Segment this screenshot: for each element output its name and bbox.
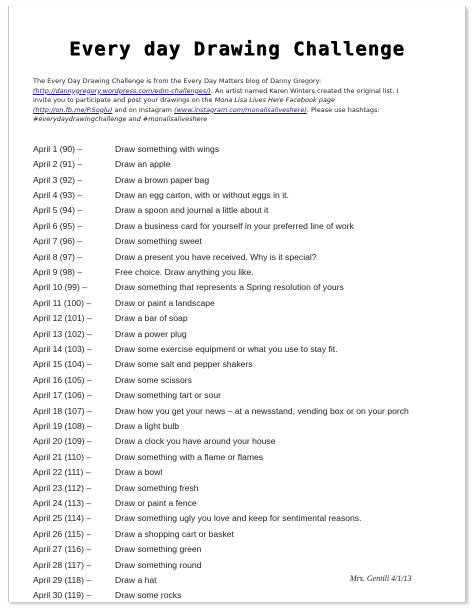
facebook-link[interactable]: (http://on.fb.me/P.Soglu) xyxy=(33,105,113,114)
list-item xyxy=(33,156,453,171)
item-date: April 11 (100) – xyxy=(33,297,92,308)
item-task: Draw a business card for yourself in your preferred line of work xyxy=(115,220,354,231)
item-task: Draw a spoon and journal a little about it xyxy=(115,205,269,216)
list-item xyxy=(33,326,453,341)
hashtags: #everydaydrawingchallenge and #monalisaliveshere xyxy=(33,115,208,123)
item-date: April 5 (94) – xyxy=(33,205,83,216)
list-item xyxy=(33,172,453,187)
page-title: Every day Drawing Challenge xyxy=(69,38,405,60)
item-task: Draw a clock you have around your house xyxy=(115,436,276,447)
list-item xyxy=(33,434,453,449)
list-item xyxy=(33,465,453,480)
intro-paragraph xyxy=(33,77,453,125)
item-task: Draw a present you have received. Why is it special? xyxy=(115,251,317,262)
item-date: April 1 (90) – xyxy=(33,143,83,154)
list-item xyxy=(33,542,453,557)
list-item xyxy=(33,203,453,218)
item-date: April 10 (99) – xyxy=(33,282,87,293)
item-date: April 3 (92) – xyxy=(33,174,83,185)
item-task: Draw something ugly you love and keep for sentimental reasons. xyxy=(115,513,362,524)
item-task: Draw a bowl xyxy=(115,467,163,478)
item-task: Draw an apple xyxy=(115,159,171,170)
list-item xyxy=(33,141,453,156)
intro-text-2: . An artist named Karen Winters created the original list. I xyxy=(210,86,399,95)
item-date: April 28 (117) – xyxy=(33,559,92,570)
item-task: Draw something with wings xyxy=(115,143,220,154)
list-item xyxy=(33,310,453,325)
item-date: April 26 (115) – xyxy=(33,528,92,539)
item-date: April 2 (91) – xyxy=(33,159,83,170)
item-task: Draw a brown paper bag xyxy=(115,174,210,185)
item-task: Free choice. Draw anything you like. xyxy=(115,266,254,277)
item-date: April 14 (103) – xyxy=(33,343,92,354)
item-task: Draw a shopping cart or basket xyxy=(115,528,234,539)
list-item xyxy=(33,249,453,264)
item-date: April 25 (114) – xyxy=(33,513,92,524)
item-date: April 23 (112) – xyxy=(33,482,92,493)
item-task: Draw something round xyxy=(115,559,202,570)
item-task: Draw something tart or sour xyxy=(115,390,222,401)
item-date: April 17 (106) – xyxy=(33,390,92,401)
blog-link[interactable]: (http://dannygregory.wordpress.com/edm-challenges/) xyxy=(33,86,211,95)
instagram-link[interactable]: (www.instagram.com/monalisaliveshere) xyxy=(174,105,307,114)
item-task: Draw something sweet xyxy=(115,236,202,247)
item-task: Draw a hat xyxy=(115,575,157,586)
list-item xyxy=(33,388,453,403)
list-item xyxy=(33,526,453,541)
list-item xyxy=(33,187,453,202)
item-task: Draw something with a flame or flames xyxy=(115,451,264,462)
item-task: Draw or paint a landscape xyxy=(115,297,215,308)
item-task: Draw a bar of soap xyxy=(115,313,188,324)
challenge-list xyxy=(33,141,453,603)
item-task: Draw a power plug xyxy=(115,328,187,339)
item-task: Draw some salt and pepper shakers xyxy=(115,359,253,370)
signature: Mrs. Gentili 4/1/13 xyxy=(350,574,412,583)
item-task: Draw an egg carton, with or without eggs in it. xyxy=(115,189,289,200)
item-date: April 12 (101) – xyxy=(33,313,92,324)
intro-text-3: invite you to participate and post your drawings on the xyxy=(33,96,215,104)
item-task: Draw something green xyxy=(115,544,202,555)
list-item xyxy=(33,372,453,387)
item-date: April 27 (116) – xyxy=(33,544,92,555)
item-date: April 29 (118) – xyxy=(33,575,92,586)
item-date: April 22 (111) – xyxy=(33,467,91,478)
list-item xyxy=(33,341,453,356)
item-task: Draw or paint a fence xyxy=(115,498,197,509)
list-item xyxy=(33,280,453,295)
intro-text-5: . Please use hashtags: xyxy=(306,105,380,114)
item-date: April 13 (102) – xyxy=(33,328,92,339)
list-item xyxy=(33,557,453,572)
list-item xyxy=(33,480,453,495)
list-item xyxy=(33,233,453,248)
item-date: April 6 (95) – xyxy=(33,220,83,231)
item-task: Draw a light bulb xyxy=(115,421,180,432)
list-item xyxy=(33,449,453,464)
list-item xyxy=(33,495,453,510)
item-date: April 8 (97) – xyxy=(33,251,83,262)
intro-text-1: The Every Day Drawing Challenge is from the Every Day Matters blog of Danny Gregory: xyxy=(33,77,322,85)
item-date: April 24 (113) – xyxy=(33,498,92,509)
list-item xyxy=(33,403,453,418)
item-date: April 7 (96) – xyxy=(33,236,83,247)
item-date: April 19 (108) – xyxy=(33,421,92,432)
list-item xyxy=(33,418,453,433)
list-item xyxy=(33,218,453,233)
list-item xyxy=(33,295,453,310)
list-item xyxy=(33,511,453,526)
item-date: April 18 (107) – xyxy=(33,405,92,416)
item-date: April 4 (93) – xyxy=(33,189,83,200)
intro-text-4: and on Instagram xyxy=(112,105,175,114)
item-task: Draw something fresh xyxy=(115,482,199,493)
list-item xyxy=(33,264,453,279)
item-date: April 15 (104) – xyxy=(33,359,92,370)
item-date: April 16 (105) – xyxy=(33,374,92,385)
item-date: April 9 (98) – xyxy=(33,266,83,277)
item-date: April 21 (110) – xyxy=(33,451,92,462)
list-item xyxy=(33,588,453,603)
item-task: Draw some scissors xyxy=(115,374,192,385)
item-date: April 20 (109) – xyxy=(33,436,92,447)
item-date: April 30 (119) – xyxy=(33,590,92,601)
item-task: Draw some rocks xyxy=(115,590,182,601)
item-task: Draw how you get your news – at a newsstand, vending box or on your porch xyxy=(115,405,409,416)
facebook-page-name: Mona Lisa Lives Here Facebook page xyxy=(214,96,336,104)
item-task: Draw some exercise equipment or what you use to stay fit. xyxy=(115,343,338,354)
list-item xyxy=(33,357,453,372)
item-task: Draw something that represents a Spring resolution of yours xyxy=(115,282,344,293)
